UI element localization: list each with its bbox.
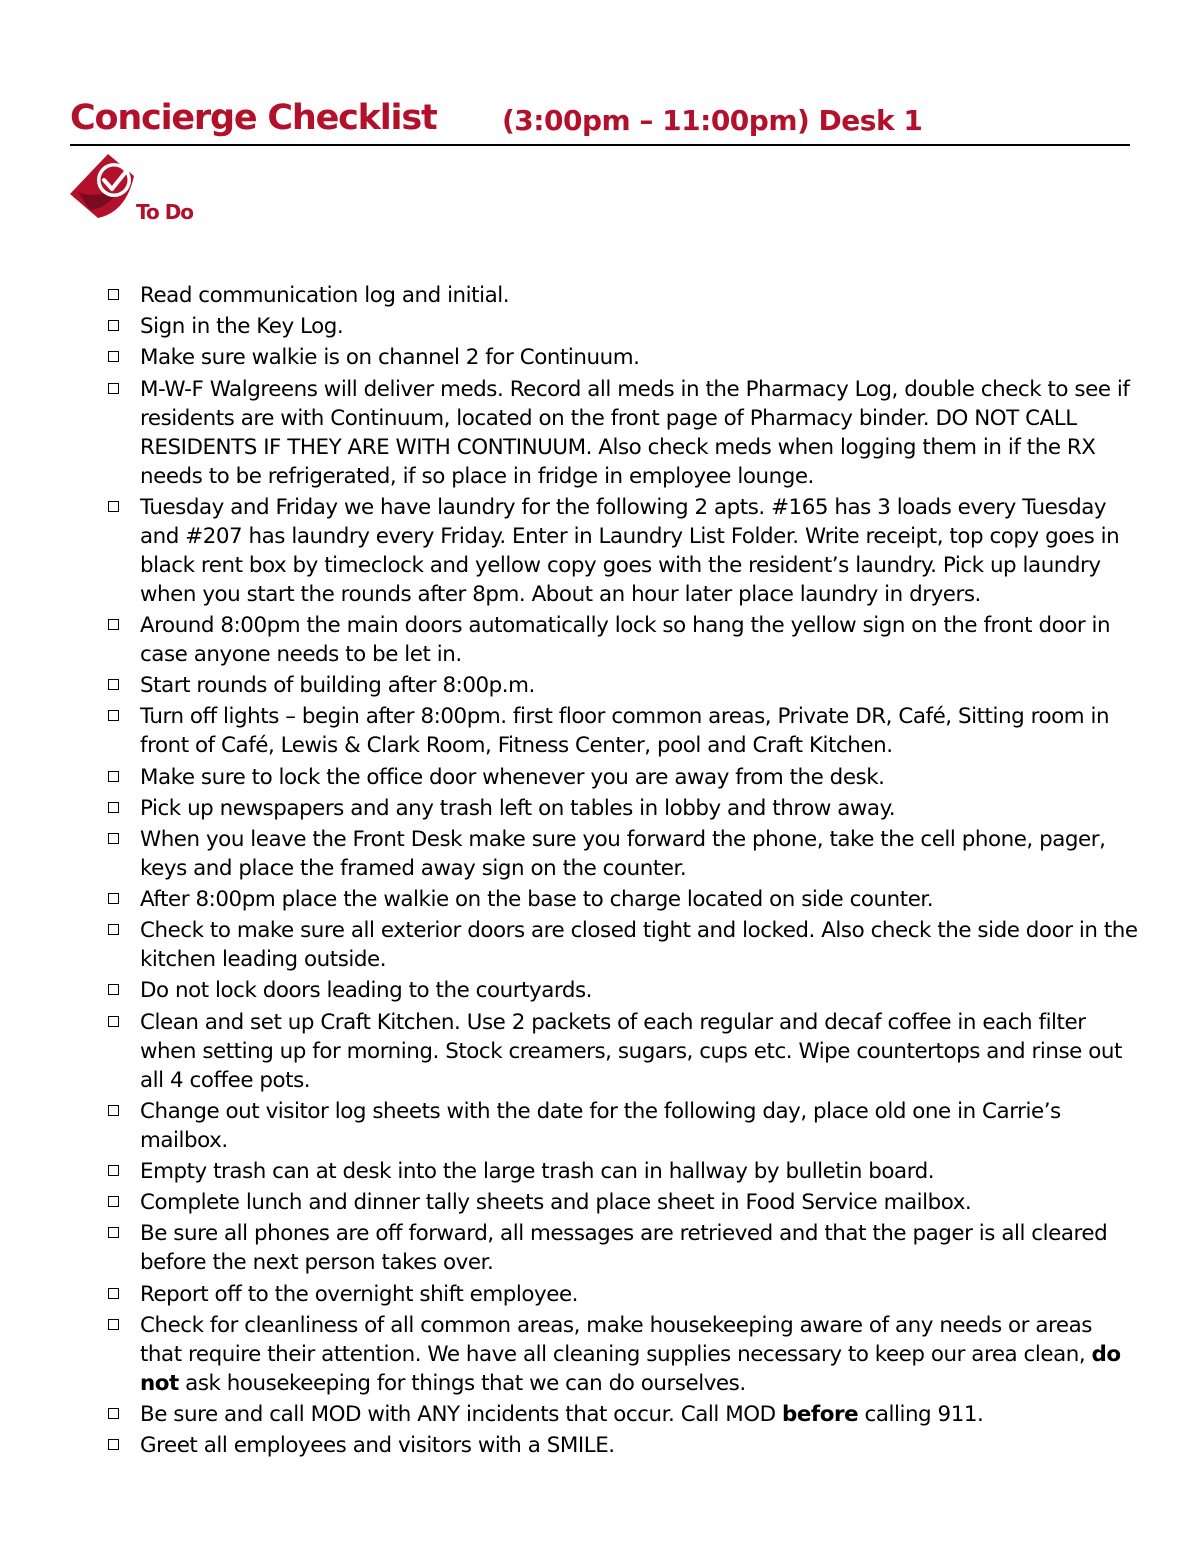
checklist-item-text [140, 1221, 1107, 1275]
checklist-item-text [140, 827, 1105, 881]
item-text: Make sure to lock the office door whenever you are away from the desk. [140, 764, 885, 790]
checklist-item-text [140, 345, 639, 370]
checklist-item [108, 1097, 1138, 1155]
checkbox-icon[interactable] [108, 984, 119, 995]
item-text: Start rounds of building after 8:00p.m. [140, 673, 535, 699]
checklist-item-text [140, 314, 343, 339]
item-text: Check to make sure all exterior doors are closed tight and locked. Also check the side door in the kitchen leading outside. [140, 918, 1138, 973]
item-text: When you leave the Front Desk make sure you forward the phone, take the cell phone, pager, keys and place the framed away sign on the counter. [140, 826, 1106, 881]
checklist-item-text [140, 765, 885, 790]
item-text: Read communication log and initial. [140, 283, 510, 308]
checkbox-icon[interactable] [108, 833, 119, 844]
shift-desk-label: (3:00pm – 11:00pm) Desk 1 [502, 104, 923, 137]
checklist-item [108, 312, 1138, 341]
item-text: After 8:00pm place the walkie on the base to charge located on side counter. [140, 887, 934, 913]
checkbox-icon[interactable] [108, 1105, 119, 1116]
checklist-item-text [140, 1010, 1122, 1093]
checklist-item [108, 1157, 1138, 1186]
checklist-item [108, 916, 1138, 974]
checklist-item-text [140, 1402, 983, 1427]
checklist [108, 281, 1138, 1462]
checklist-item-text [140, 673, 535, 698]
checklist-item [108, 493, 1138, 609]
item-text: Clean and set up Craft Kitchen. Use 2 packets of each regular and decaf coffee in each filter when setting up for morning. Stock creamers, sugars, cups etc. Wipe countertops and rinse out all 4 coffee pots. [140, 1009, 1122, 1093]
item-text: Change out visitor log sheets with the date for the following day, place old one in Carrie’s mailbox. [140, 1098, 1061, 1153]
item-bold-text: do not [140, 1341, 1121, 1396]
checklist-item-text [140, 1159, 934, 1184]
checklist-item-text [140, 796, 895, 821]
checklist-item [108, 1280, 1138, 1309]
item-text: Around 8:00pm the main doors automatically lock so hang the yellow sign on the front door in case anyone needs to be let in. [140, 612, 1111, 667]
page-title: Concierge Checklist [70, 98, 437, 138]
checkbox-icon[interactable] [108, 1016, 119, 1027]
checkbox-icon[interactable] [108, 1165, 119, 1176]
item-after-text: ask housekeeping for things that we can do ourselves. [178, 1370, 746, 1396]
checkbox-icon[interactable] [108, 1227, 119, 1238]
checklist-item-text [140, 1190, 971, 1215]
checkbox-icon[interactable] [108, 710, 119, 721]
checklist-item [108, 1431, 1138, 1460]
checkbox-icon[interactable] [108, 289, 119, 300]
checklist-item [108, 825, 1138, 883]
checklist-item-text [140, 283, 509, 308]
item-text: Empty trash can at desk into the large trash can in hallway by bulletin board. [140, 1159, 935, 1184]
checklist-item-text [140, 1433, 615, 1458]
checkbox-icon[interactable] [108, 1408, 119, 1419]
todo-logo [68, 152, 208, 227]
checkbox-icon[interactable] [108, 1288, 119, 1299]
item-bold-text: before [781, 1401, 859, 1427]
todo-label: To Do [136, 200, 194, 224]
item-text: Turn off lights – begin after 8:00pm. first floor common areas, Private DR, Café, Sitting room in front of Café, Lewis & Clark Room, Fitness Center, pool and Craft Kitchen. [140, 704, 1110, 759]
checklist-item [108, 1400, 1138, 1429]
checklist-item-text [140, 1313, 1121, 1396]
checklist-item [108, 1311, 1138, 1398]
checklist-item [108, 343, 1138, 372]
checkbox-icon[interactable] [108, 383, 119, 394]
item-text: Tuesday and Friday we have laundry for the following 2 apts. #165 has 3 loads every Tuesday and #207 has laundry every Friday. Enter in Laundry List Folder. Write receipt, top copy goes in black rent box by timeclock and yellow copy goes with the resident’s laundry. Pick up laundry when you start the rounds after 8pm. About an hour later place laundry in dryers. [140, 494, 1120, 607]
checkbox-icon[interactable] [108, 771, 119, 782]
checkbox-icon[interactable] [108, 893, 119, 904]
checklist-item [108, 1219, 1138, 1277]
checklist-item [108, 1008, 1138, 1095]
checklist-item [108, 375, 1138, 491]
checklist-item [108, 702, 1138, 760]
checklist-item-text [140, 495, 1119, 607]
checklist-item-text [140, 613, 1110, 667]
checklist-item-text [140, 704, 1109, 758]
checklist-item [108, 1188, 1138, 1217]
item-text: Make sure walkie is on channel 2 for Continuum. [140, 345, 640, 371]
checkmark-eye-icon [68, 152, 138, 222]
item-text: Do not lock doors leading to the courtyards. [140, 978, 592, 1004]
checkbox-icon[interactable] [108, 1439, 119, 1450]
item-text: Check for cleanliness of all common areas, make housekeeping aware of any needs or areas that require their attention. We have all cleaning supplies necessary to keep our area clean, [140, 1312, 1092, 1367]
checklist-item [108, 885, 1138, 914]
item-text: Be sure and call MOD with ANY incidents that occur. Call MOD [140, 1401, 782, 1427]
checklist-item-text [140, 978, 592, 1003]
checkbox-icon[interactable] [108, 320, 119, 331]
checklist-item [108, 671, 1138, 700]
checklist-item-text [140, 1099, 1061, 1153]
item-text: Be sure all phones are off forward, all messages are retrieved and that the pager is all cleared before the next person takes over. [140, 1221, 1108, 1276]
checklist-item [108, 281, 1138, 310]
checklist-item-text [140, 377, 1129, 489]
item-text: Sign in the Key Log. [140, 314, 344, 340]
checkbox-icon[interactable] [108, 1319, 119, 1330]
checkbox-icon[interactable] [108, 351, 119, 362]
checklist-item-text [140, 1282, 578, 1307]
item-text: Complete lunch and dinner tally sheets and place sheet in Food Service mailbox. [140, 1190, 972, 1216]
checkbox-icon[interactable] [108, 501, 119, 512]
checklist-item [108, 794, 1138, 823]
checklist-item [108, 611, 1138, 669]
item-text: M-W-F Walgreens will deliver meds. Record all meds in the Pharmacy Log, double check to see if residents are with Continuum, located on the front page of Pharmacy binder. DO NOT CALL RESIDENTS IF THEY ARE WITH CONTINUUM. Also check meds when logging them in if the RX needs to be refrigerated, if so place in fridge in employee lounge. [140, 376, 1130, 489]
checkbox-icon[interactable] [108, 679, 119, 690]
checklist-item [108, 976, 1138, 1005]
item-text: Report off to the overnight shift employee. [140, 1281, 578, 1307]
item-text: Pick up newspapers and any trash left on tables in lobby and throw away. [140, 795, 896, 821]
item-after-text: calling 911. [858, 1401, 984, 1427]
checkbox-icon[interactable] [108, 1196, 119, 1207]
document-header [70, 98, 1130, 146]
item-text: Greet all employees and visitors with a SMILE. [140, 1433, 615, 1459]
checkbox-icon[interactable] [108, 924, 119, 935]
checklist-item-text [140, 918, 1138, 972]
checklist-item [108, 763, 1138, 792]
checklist-item-text [140, 887, 933, 912]
checkbox-icon[interactable] [108, 619, 119, 630]
checkbox-icon[interactable] [108, 802, 119, 813]
